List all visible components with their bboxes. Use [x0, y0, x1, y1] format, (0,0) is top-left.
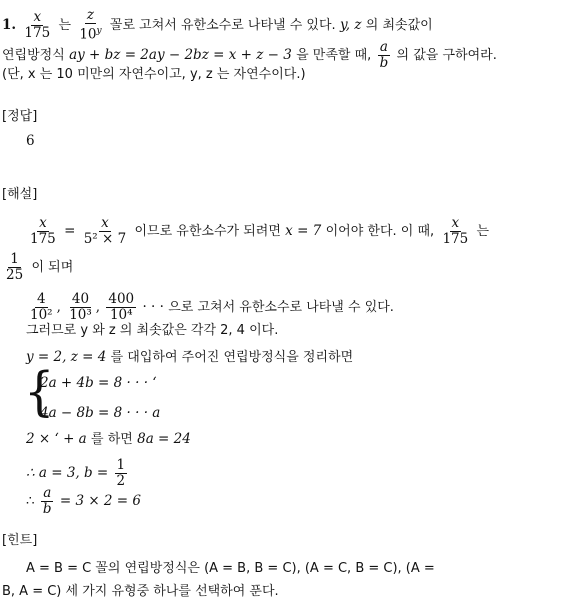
- system-equation-2: 4a − 8b = 8 · · · a: [40, 405, 161, 421]
- hint-label: [힌트]: [2, 533, 38, 548]
- hint-line-2: B, A = C) 세 가지 유형중 하나를 선택하여 푼다.: [2, 584, 279, 599]
- system-equation-1: 2a + 4b = 8 · · · ‘: [40, 375, 157, 391]
- hint-line-1: A = B = C 꼴의 연립방정식은 (A = B, B = C), (A = C, B = C), (A =: [26, 561, 435, 576]
- problem-condition: (단, x 는 10 미만의 자연수이고, y, z 는 자연수이다.): [2, 67, 306, 82]
- answer-label: [정답]: [2, 109, 38, 124]
- solution-label: [해설]: [2, 187, 38, 202]
- solution-line-3: $\frac{4}{\text{10²}}$ , $\frac{40}{\text{10³}}$ , $\frac{400}{\text{10⁴}}$ · · · 으로 고쳐서 유한소수로 나타낼 수 있다.: [30, 291, 394, 323]
- fraction-a-over-b: $\frac{a}{b}$: [379, 39, 389, 71]
- system-equation: ay + bz = 2ay − 2bz = x + z − 3: [69, 47, 292, 63]
- solution-line-2: $\frac{1}{25}$ 이 되며: [6, 251, 74, 283]
- fraction-z-over-10y: $\frac{z}{10^y}$: [79, 7, 102, 43]
- problem-line-1: 1. $\frac{x}{175}$ 는 $\frac{z}{10^y}$ 꼴로 고쳐서 유한소수로 나타낼 수 있다. y, z 의 최솟값이: [2, 7, 433, 43]
- answer-value: 6: [26, 133, 35, 149]
- problem-number: 1.: [2, 16, 17, 33]
- fraction-x-over-175: $\frac{x}{175}$: [24, 8, 51, 41]
- solution-line-7: ∴ a = 3, b = $\frac{1}{2}$: [26, 457, 126, 489]
- solution-line-8: ∴ $\frac{a}{b}$ = 3 × 2 = 6: [26, 485, 142, 517]
- solution-line-1: $\frac{x}{175}$ = $\frac{x}{\text{5² × 7}}$ 이므로 유한소수가 되려면 x = 7 이어야 한다. 이 때, $\frac{x}{175}$ 는: [30, 215, 490, 247]
- solution-line-5: y = 2, z = 4 를 대입하여 주어진 연립방정식을 정리하면: [26, 349, 354, 365]
- solution-line-4: 그러므로 y 와 z 의 최솟값은 각각 2, 4 이다.: [26, 323, 279, 338]
- problem-line-2: 연립방정식 ay + bz = 2ay − 2bz = x + z − 3 을 만족할 때, $\frac{a}{b}$ 의 값을 구하여라.: [2, 39, 497, 71]
- system-brace: {: [24, 361, 55, 423]
- solution-line-6: 2 × ‘ + a 를 하면 8a = 24: [26, 431, 191, 447]
